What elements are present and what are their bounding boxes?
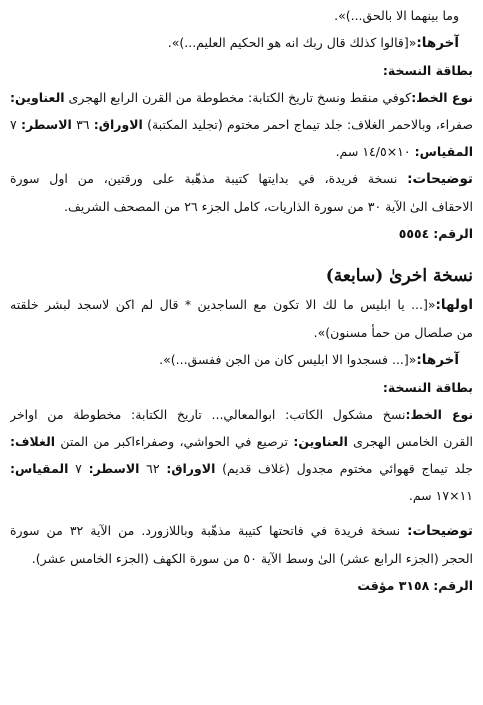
pages-value: ٦٢ — [146, 461, 160, 476]
type-label: نوع الخط: — [411, 90, 473, 105]
number-label: الرقم: — [433, 578, 473, 593]
titles-text: ترصيع في الحواشي، وصفراءاكبر من المتن — [60, 434, 289, 449]
type-label: نوع الخط: — [405, 407, 473, 422]
notes-line — [10, 165, 473, 193]
notes-text: نسخة فريدة، في بدايتها كتيبة مذهّبة على ورقتين، من اول سورة — [10, 171, 398, 186]
type-text: كوفي منقط ونسخ تاريخ الكتابة: مخطوطة من القرن الرابع الهجرى — [68, 90, 412, 105]
number-label: الرقم: — [433, 226, 473, 241]
document-page — [10, 2, 473, 599]
script-type-line — [10, 401, 473, 428]
last-label: آخرها: — [416, 352, 459, 368]
card-title: بطاقة النسخة: — [382, 63, 473, 78]
notes-label: توضيحات: — [407, 523, 473, 539]
last-verse-line — [10, 29, 473, 57]
cover-label: الغلاف: — [10, 434, 56, 449]
lines-value: ٧ — [10, 117, 17, 132]
cover-text: جلد تيماج قهوائي مختوم مجدول (غلاف قديم) — [222, 461, 473, 476]
cover-text: صفراء، وبالاحمر الغلاف: جلد تيماج احمر مختوم (تجليد المكتبة) — [147, 117, 473, 132]
lines-value: ٧ — [75, 461, 82, 476]
number-value: ٣١٥٨ مؤقت — [357, 578, 430, 593]
first-verse-line-2: من صلصال من حمأ مسنون)». — [313, 325, 473, 340]
titles-label: العناوين: — [10, 90, 65, 105]
number-line — [10, 572, 473, 599]
size-value: ١٠×١٤/٥ سم. — [335, 144, 411, 159]
notes-text: نسخة فريدة في فاتحتها كتيبة مذهّبة وباللازورد. من الآية ٣٢ من سورة — [10, 523, 401, 538]
last-verse-text: «[... فسجدوا الا ابليس كان من الجن ففسق...)». — [159, 352, 417, 367]
last-label: آخرها: — [416, 35, 459, 51]
number-line — [10, 220, 473, 247]
first-label: اولها: — [435, 297, 473, 313]
number-value: ٥٥٥٤ — [398, 226, 430, 241]
lines-label: الاسطر: — [20, 117, 72, 132]
notes-label: توضيحات: — [407, 171, 473, 187]
size-line: ١١×١٧ سم. — [408, 488, 473, 503]
lines-label: الاسطر: — [88, 461, 140, 476]
notes-line-2: الحجر (الجزء الرابع عشر) الیٰ وسط الآية ٥٠ من سورة الكهف (الجزء الخامس عشر). — [31, 551, 473, 566]
titles-line — [10, 428, 473, 455]
section-heading: نسخة اخرىٰ (سابعة) — [325, 266, 473, 286]
last-verse-line — [10, 346, 473, 374]
century-text: القرن الخامس الهجرى — [353, 434, 473, 449]
last-verse-text: «[قالوا كذلك قال ربك انه هو الحكيم العليم...)». — [167, 35, 417, 50]
spacer — [10, 509, 473, 517]
size-label: المقياس: — [10, 461, 69, 476]
pages-label: الاوراق: — [93, 117, 143, 132]
text-line: وما بينهما الا بالحق...)». — [334, 8, 459, 23]
size-line — [10, 138, 473, 165]
size-label: المقياس: — [414, 144, 473, 159]
type-text: نسخ مشكول الكاتب: ابوالمعالي... تاريخ الكتابة: مخطوطة من اواخر — [10, 407, 406, 422]
card-title: بطاقة النسخة: — [382, 380, 473, 395]
first-verse-text: «[... يا ابليس ما لك الا تكون مع الساجدين * قال لم اكن لاسجد لبشر خلقته — [10, 297, 436, 312]
cover-line — [10, 455, 473, 482]
notes-line — [10, 517, 473, 545]
script-type-line — [10, 84, 473, 111]
cover-line — [10, 111, 473, 138]
titles-label: العناوين: — [293, 434, 348, 449]
notes-line-2: الاحقاف الیٰ الآية ٣٠ من سورة الذاريات، كامل الجزء ٢٦ من المصحف الشريف. — [64, 199, 473, 214]
first-verse-line — [10, 291, 473, 319]
pages-value: ٣٦ — [76, 117, 90, 132]
pages-label: الاوراق: — [166, 461, 216, 476]
